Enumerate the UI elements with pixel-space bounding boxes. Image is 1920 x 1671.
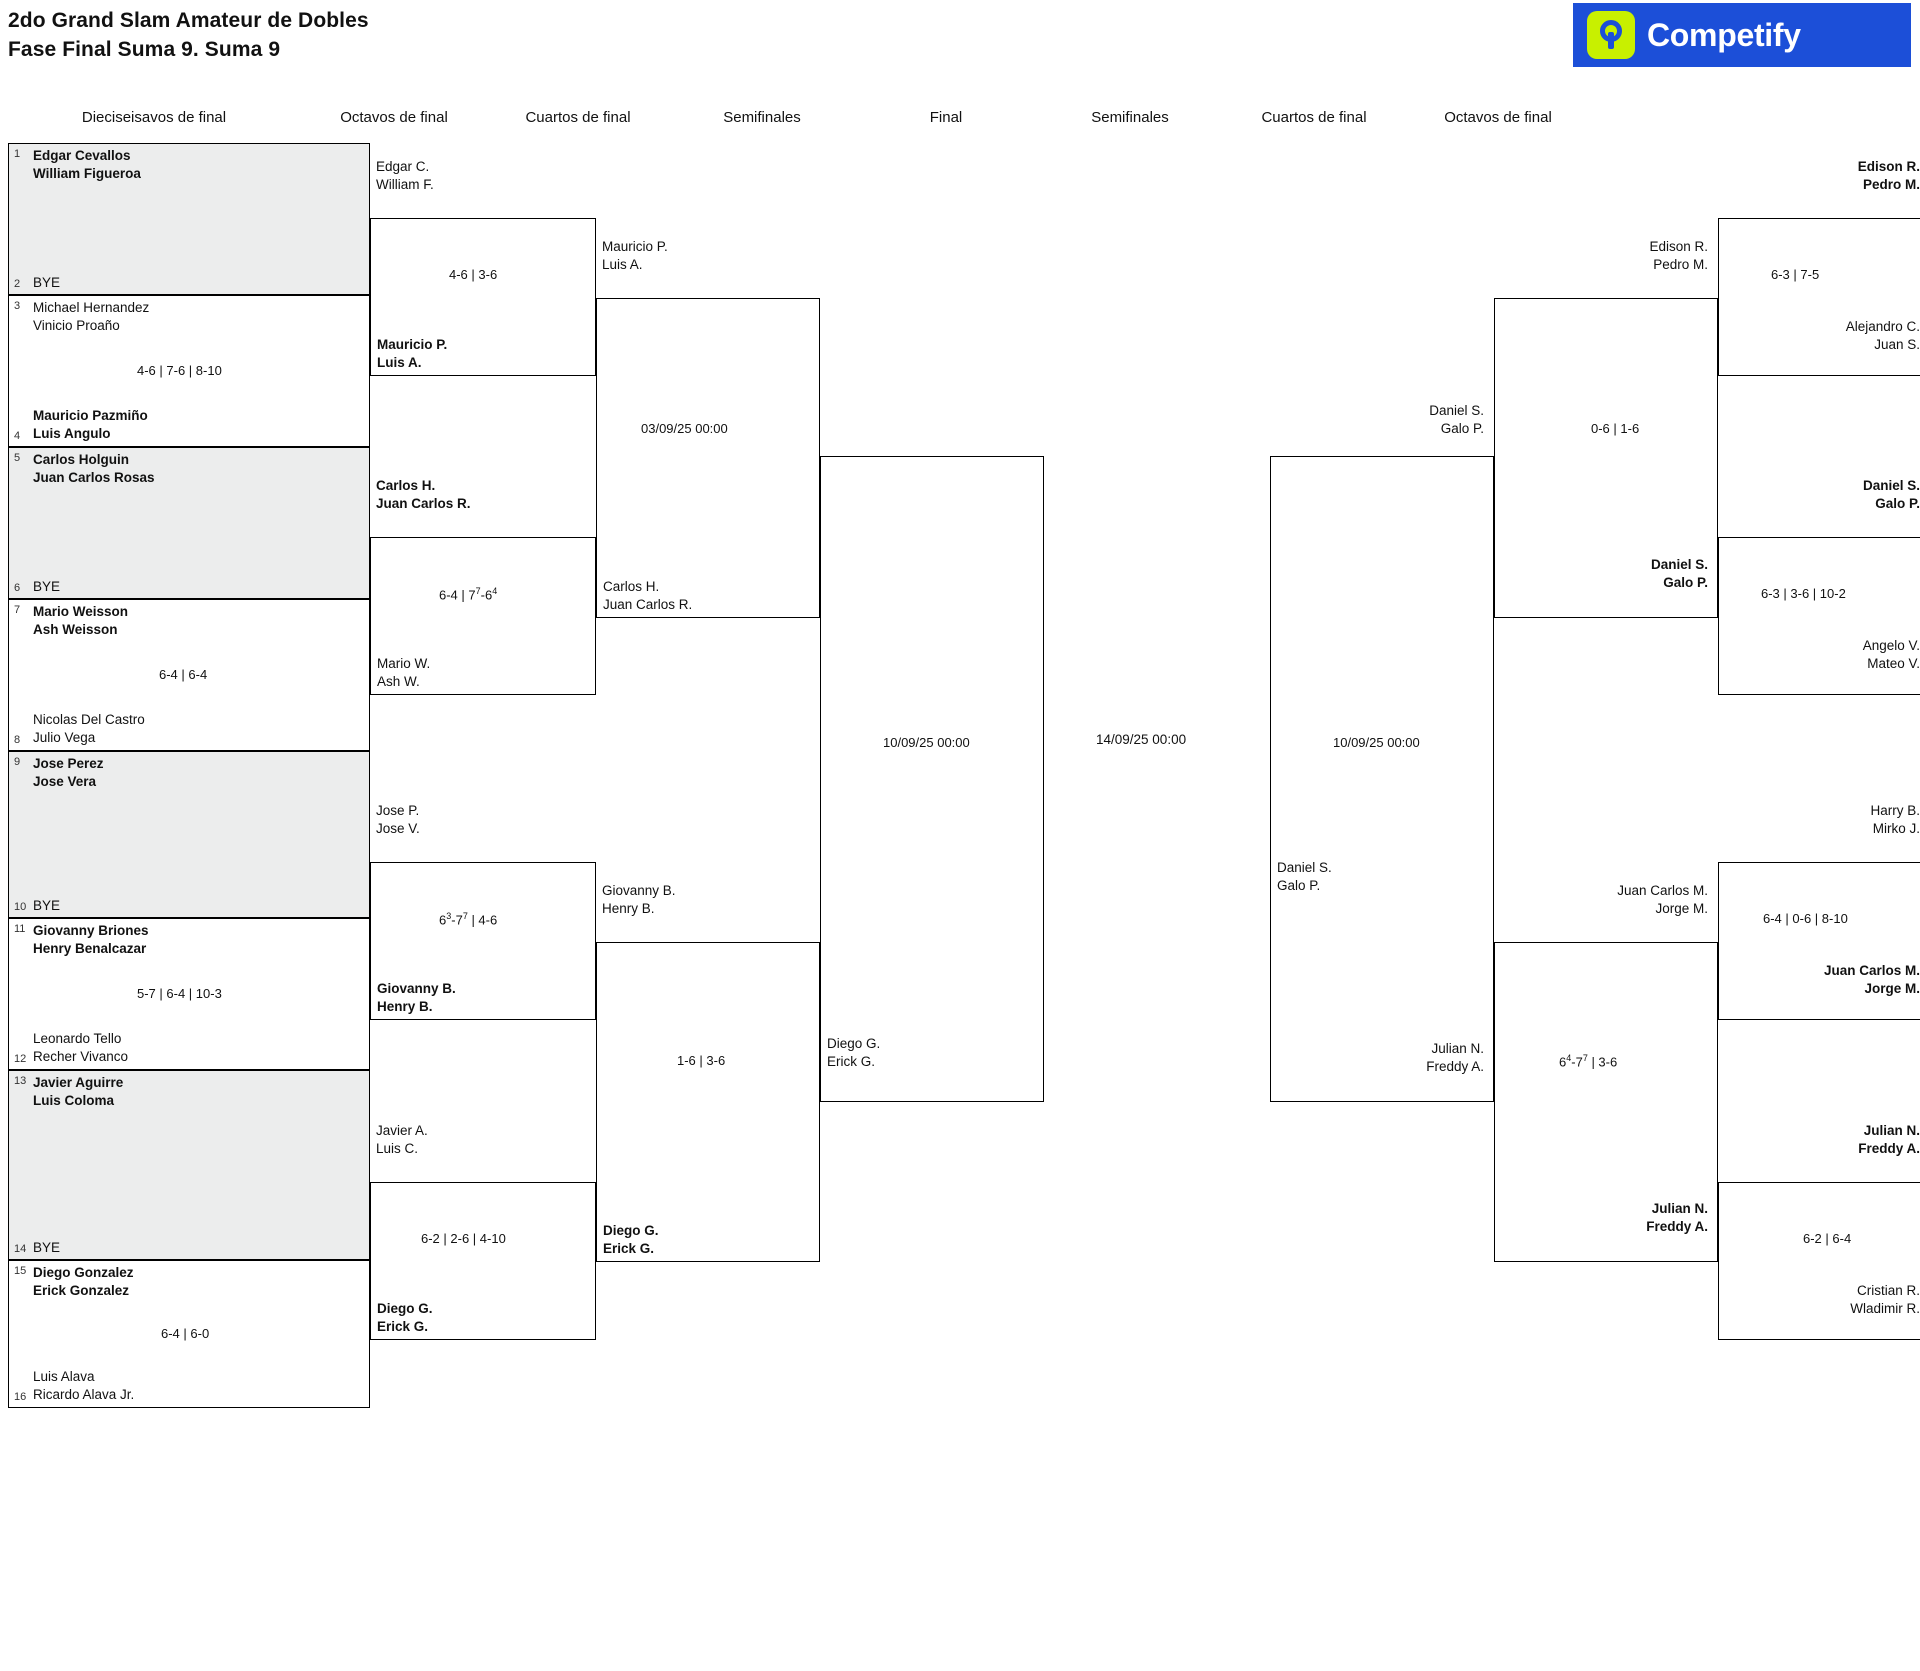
player-names <box>377 336 447 372</box>
player-name: Javier Aguirre <box>33 1075 124 1090</box>
player-names <box>33 1074 123 1110</box>
seed-number: 13 <box>14 1075 27 1087</box>
seed-number: 15 <box>14 1265 27 1277</box>
seed-number: 11 <box>14 923 26 935</box>
player-name: Julian N. <box>1651 1201 1708 1216</box>
match-score: 6-2 | 6-4 <box>1803 1231 1852 1246</box>
player-names <box>603 1222 659 1258</box>
player-names <box>377 655 430 691</box>
seed-number: 7 <box>14 604 21 616</box>
player-names <box>603 578 692 614</box>
seed-number: 10 <box>14 901 27 913</box>
player-names <box>1770 1282 1920 1318</box>
round-header-5: Semifinales <box>1091 109 1169 126</box>
player-name: Mauricio Pazmiño <box>33 408 148 423</box>
player-name: Erick G. <box>603 1241 655 1256</box>
match-score: $6^4-7^7$ | 3-6 <box>1559 1053 1618 1070</box>
seed-number: 3 <box>14 300 21 312</box>
seed-number: 4 <box>14 430 21 442</box>
player-name: Freddy A. <box>1426 1059 1484 1074</box>
seed-number: 8 <box>14 734 21 746</box>
player-names <box>602 238 668 274</box>
player-name: Diego G. <box>377 1301 433 1316</box>
player-name: Luis Angulo <box>33 426 111 441</box>
player-name: Cristian R. <box>1856 1283 1920 1298</box>
table-row[interactable] <box>8 1070 370 1260</box>
player-name: Ricardo Alava Jr. <box>33 1387 135 1402</box>
player-name: Edison R. <box>1857 159 1920 174</box>
player-name: Luis Alava <box>33 1369 95 1384</box>
player-name: Carlos H. <box>603 579 660 594</box>
match-score: 4-6 | 7-6 | 8-10 <box>137 363 222 378</box>
seed-number: 16 <box>14 1391 27 1403</box>
player-names <box>33 755 104 791</box>
player-names <box>33 299 149 335</box>
player-name: Galo P. <box>1875 496 1920 511</box>
player-names <box>33 407 148 443</box>
player-name: Julian N. <box>1431 1041 1484 1056</box>
player-name: Angelo V. <box>1862 638 1920 653</box>
player-name: Daniel S. <box>1862 478 1920 493</box>
player-name: Luis A. <box>602 257 643 272</box>
player-name: Henry Benalcazar <box>33 941 147 956</box>
player-names <box>1790 637 1920 673</box>
player-name: Juan Carlos Rosas <box>33 470 155 485</box>
player-name: Jorge M. <box>1655 901 1708 916</box>
competify-logo <box>1573 3 1911 67</box>
player-names <box>33 1368 134 1404</box>
player-names <box>827 1035 880 1071</box>
match-score: 1-6 | 3-6 <box>677 1053 726 1068</box>
player-name: Edgar Cevallos <box>33 148 131 163</box>
match-score: 6-3 | 7-5 <box>1771 267 1820 282</box>
player-name: Juan Carlos R. <box>603 597 693 612</box>
player-name: Erick Gonzalez <box>33 1283 130 1298</box>
round-header-0: Dieciseisavos de final <box>81 109 227 126</box>
match-score: 0-6 | 1-6 <box>1591 421 1640 436</box>
player-name: William F. <box>376 177 434 192</box>
round-header-2: Cuartos de final <box>525 109 631 126</box>
seed-number: 6 <box>14 582 21 594</box>
player-names <box>33 147 141 183</box>
player-name: Giovanny B. <box>602 883 676 898</box>
player-name: Mario Weisson <box>33 604 129 619</box>
seed-number: 12 <box>14 1053 27 1065</box>
player-name: Harry B. <box>1870 803 1920 818</box>
player-name: Carlos Holguin <box>33 452 130 467</box>
match-box[interactable] <box>370 862 596 1020</box>
match-score: 6-4 | 0-6 | 8-10 <box>1763 911 1848 926</box>
player-name: Freddy A. <box>1858 1141 1920 1156</box>
match-score: 03/09/25 00:00 <box>641 421 728 436</box>
player-names <box>1770 962 1920 998</box>
match-score: 6-4 | 6-0 <box>161 1326 210 1341</box>
table-row[interactable] <box>8 751 370 918</box>
player-name: Erick G. <box>377 1319 429 1334</box>
player-name: Daniel S. <box>1277 860 1332 875</box>
player-name: Erick G. <box>827 1054 876 1069</box>
seed-number: 5 <box>14 452 21 464</box>
bye-label: BYE <box>33 1240 61 1255</box>
table-row[interactable] <box>8 295 370 447</box>
player-name: Julian N. <box>1863 1123 1920 1138</box>
seed-number: 2 <box>14 278 21 290</box>
player-names <box>1598 556 1708 592</box>
match-score: 4-6 | 3-6 <box>449 267 498 282</box>
player-names <box>33 1264 134 1300</box>
player-name: Ash W. <box>377 674 420 689</box>
player-name: Juan Carlos R. <box>376 496 471 511</box>
player-names <box>33 922 149 958</box>
match-score: 6-4 | 6-4 <box>159 667 208 682</box>
match-box[interactable] <box>596 298 820 618</box>
player-names <box>33 1030 128 1066</box>
player-name: Jose V. <box>376 821 420 836</box>
page-title <box>8 6 369 64</box>
player-name: Daniel S. <box>1429 403 1484 418</box>
player-name: Diego Gonzalez <box>33 1265 134 1280</box>
bye-label: BYE <box>33 275 61 290</box>
player-name: Carlos H. <box>376 478 436 493</box>
player-name: Juan S. <box>1874 337 1920 352</box>
player-names <box>1790 318 1920 354</box>
player-name: Galo P. <box>1440 421 1484 436</box>
player-name: William Figueroa <box>33 166 141 181</box>
player-names <box>1790 477 1920 513</box>
round-header-6: Cuartos de final <box>1261 109 1367 126</box>
player-name: Mauricio P. <box>377 337 448 352</box>
player-names <box>33 603 128 639</box>
player-names <box>602 882 676 918</box>
player-name: Henry B. <box>377 999 433 1014</box>
player-name: Diego G. <box>603 1223 659 1238</box>
player-name: Vinicio Proaño <box>33 318 120 333</box>
player-name: Mateo V. <box>1867 656 1920 671</box>
player-names <box>376 158 434 194</box>
player-names <box>1790 802 1920 838</box>
player-name: Giovanny B. <box>377 981 456 996</box>
player-name: Galo P. <box>1663 575 1708 590</box>
title-line-1: 2do Grand Slam Amateur de Dobles <box>8 9 369 32</box>
bye-label: BYE <box>33 898 61 913</box>
player-name: Alejandro C. <box>1845 319 1920 334</box>
player-name: Julio Vega <box>33 730 96 745</box>
player-name: Javier A. <box>376 1123 428 1138</box>
round-header-4: Final <box>929 109 963 126</box>
player-names <box>1790 158 1920 194</box>
competify-logo-icon <box>1587 11 1635 59</box>
player-name: Jose Perez <box>33 756 104 771</box>
competify-logo-text: Competify <box>1647 16 1801 53</box>
match-score: 6-3 | 3-6 | 10-2 <box>1761 586 1846 601</box>
player-names <box>1790 1122 1920 1158</box>
player-names <box>377 1300 433 1336</box>
player-name: Diego G. <box>827 1036 881 1051</box>
player-names <box>1576 1200 1708 1236</box>
player-name: Luis Coloma <box>33 1093 115 1108</box>
table-row[interactable] <box>8 447 370 599</box>
table-row[interactable] <box>8 918 370 1070</box>
match-box[interactable] <box>370 1182 596 1340</box>
player-names <box>33 451 155 487</box>
player-name: Leonardo Tello <box>33 1031 122 1046</box>
player-name: Mirko J. <box>1872 821 1920 836</box>
player-name: Michael Hernandez <box>33 300 150 315</box>
player-name: Pedro M. <box>1653 257 1708 272</box>
match-box[interactable] <box>820 456 1044 1102</box>
player-name: Jorge M. <box>1864 981 1920 996</box>
match-box[interactable] <box>370 537 596 695</box>
player-name: Recher Vivanco <box>33 1049 129 1064</box>
table-row[interactable] <box>8 1260 370 1408</box>
player-names <box>376 1122 428 1158</box>
player-name: Nicolas Del Castro <box>33 712 145 727</box>
player-names <box>1576 882 1708 918</box>
player-name: Mauricio P. <box>602 239 668 254</box>
player-name: Luis C. <box>376 1141 419 1156</box>
round-header-3: Semifinales <box>723 109 801 126</box>
player-names <box>376 477 471 513</box>
match-score: 5-7 | 6-4 | 10-3 <box>137 986 222 1001</box>
bye-label: BYE <box>33 579 61 594</box>
player-name: Juan Carlos M. <box>1617 883 1708 898</box>
player-name: Jose Vera <box>33 774 97 789</box>
seed-number: 1 <box>14 148 21 160</box>
player-name: Luis A. <box>377 355 422 370</box>
player-name: Juan Carlos M. <box>1823 963 1920 978</box>
match-box[interactable] <box>370 218 596 376</box>
player-name: Ash Weisson <box>33 622 118 637</box>
player-name: Freddy A. <box>1646 1219 1708 1234</box>
player-names <box>33 711 145 747</box>
player-name: Mario W. <box>377 656 431 671</box>
player-name: Daniel S. <box>1650 557 1708 572</box>
player-name: Wladimir R. <box>1850 1301 1920 1316</box>
player-name: Galo P. <box>1277 878 1321 893</box>
match-score: $6^3-7^7$ | 4-6 <box>439 911 498 928</box>
round-header-7: Octavos de final <box>1444 109 1552 126</box>
player-name: Jose P. <box>376 803 420 818</box>
seed-number: 9 <box>14 756 21 768</box>
seed-number: 14 <box>14 1243 27 1255</box>
player-names <box>1374 402 1484 438</box>
match-score: 6-2 | 2-6 | 4-10 <box>421 1231 506 1246</box>
player-name: Edgar C. <box>376 159 430 174</box>
title-line-2: Fase Final Suma 9. Suma 9 <box>8 38 281 61</box>
match-score: 10/09/25 00:00 <box>1333 735 1420 750</box>
player-names <box>376 802 420 838</box>
player-name: Giovanny Briones <box>33 923 149 938</box>
final-datetime: 14/09/25 00:00 <box>1096 732 1187 747</box>
match-box[interactable] <box>1270 456 1494 1102</box>
match-score: 10/09/25 00:00 <box>883 735 970 750</box>
player-name: Henry B. <box>602 901 655 916</box>
match-score: 6-4 | $7^7-6^4$ <box>439 586 498 603</box>
player-names <box>1277 859 1332 895</box>
player-name: Pedro M. <box>1862 177 1920 192</box>
player-names <box>1374 1040 1484 1076</box>
table-row[interactable] <box>8 143 370 295</box>
player-name: Edison R. <box>1649 239 1708 254</box>
table-row[interactable] <box>8 599 370 751</box>
player-names <box>1598 238 1708 274</box>
match-box[interactable] <box>596 942 820 1262</box>
player-names <box>377 980 456 1016</box>
round-header-1: Octavos de final <box>340 109 448 126</box>
